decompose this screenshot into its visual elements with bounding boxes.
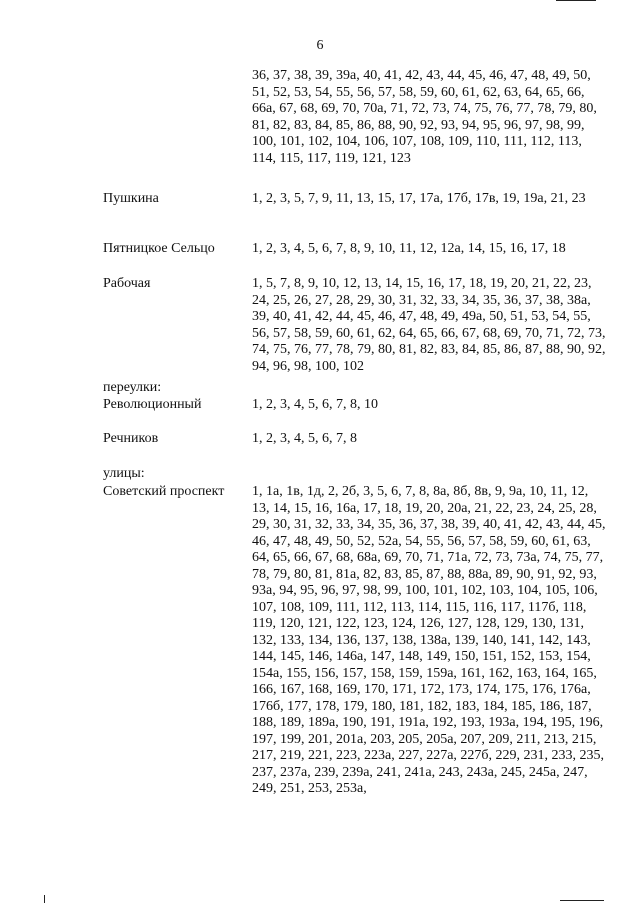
street-name-rechnikov: Речников: [103, 431, 159, 446]
streets-heading: улицы:: [103, 466, 145, 481]
page-number: 6: [316, 38, 324, 53]
continuation-house-numbers: 36, 37, 38, 39, 39а, 40, 41, 42, 43, 44, 45, 46, 47, 48, 49, 50, 51, 52, 53, 54, 55, 56, 57, 58, 59, 60, 61, 62, 63, 64, 65, 66, 66а, 67, 68, 69, 70, 70а, 71, 72, 73, 74, 75, 76, 77, 78, 79, 80, 81, 82, 83, 84, 85, 86, 88, 90, 92, 93, 94, 95, 96, 97, 98, 99, 100, 101, 102, 104, 106, 107, 108, 109, 110, 111, 112, 113, 114, 115, 117, 119, 121, 123: [252, 68, 597, 166]
house-numbers-sovetsky: 1, 1а, 1в, 1д, 2, 2б, 3, 5, 6, 7, 8, 8а, 8б, 8в, 9, 9а, 10, 11, 12, 13, 14, 15, 16, 16а, 17, 18, 19, 20, 20а, 21, 22, 23, 24, 25, 28, 29, 30, 31, 32, 33, 34, 35, 36, 37, 38, 39, 40, 41, 42, 43, 44, 45, 46, 47, 48, 49, 50, 52, 52а, 54, 55, 56, 57, 58, 59, 60, 61, 63, 64, 65, 66, 67, 68, 68а, 69, 70, 71, 71а, 72, 73, 73а, 74, 75, 77, 78, 79, 80, 81, 81а, 82, 83, 85, 87, 88, 88а, 89, 90, 91, 92, 93, 93а, 94, 95, 96, 97, 98, 99, 100, 101, 102, 103, 104, 105, 106, 107, 108, 109, 111, 112, 113, 114, 115, 116, 117, 117б, 118, 119, 120, 121, 122, 123, 124, 126, 127, 128, 129, 130, 131, 132, 133, 134, 136, 137, 138, 138а, 139, 140, 141, 142, 143, 144, 145, 146, 146а, 147, 148, 149, 150, 151, 152, 153, 154, 154а, 155, 156, 157, 158, 159, 159а, 161, 162, 163, 164, 165, 166, 167, 168, 169, 170, 171, 172, 173, 174, 175, 176, 176а, 176б, 177, 178, 179, 180, 181, 182, 183, 184, 185, 186, 187, 188, 189, 189а, 190, 191, 191а, 192, 193, 193а, 194, 195, 196, 197, 199, 201, 201а, 203, 205, 205а, 207, 209, 211, 213, 215, 217, 219, 221, 223, 223а, 227, 227а, 227б, 229, 231, 233, 235, 237, 237а, 239, 239а, 241, 241а, 243, 243а, 245, 245а, 247, 249, 251, 253, 253а,: [252, 484, 606, 796]
house-numbers-rabochaya: 1, 5, 7, 8, 9, 10, 12, 13, 14, 15, 16, 17, 18, 19, 20, 21, 22, 23, 24, 25, 26, 27, 28, 29, 30, 31, 32, 33, 34, 35, 36, 37, 38, 38а, 39, 40, 41, 42, 44, 45, 46, 47, 48, 49, 49а, 50, 51, 53, 54, 55, 56, 57, 58, 59, 60, 61, 62, 64, 65, 66, 67, 68, 69, 70, 71, 72, 73, 74, 75, 76, 77, 78, 79, 80, 81, 82, 83, 84, 85, 86, 87, 88, 90, 92, 94, 96, 98, 100, 102: [252, 276, 606, 374]
street-name-sovetsky: Советский проспект: [103, 484, 225, 499]
scan-mark-bottom-left: [44, 895, 45, 903]
street-name-revolyutsionny: Революционный: [103, 397, 202, 412]
house-numbers-pushkina: 1, 2, 3, 5, 7, 9, 11, 13, 15, 17, 17а, 17б, 17в, 19, 19а, 21, 23: [252, 191, 586, 206]
scan-mark-top-right: [556, 0, 596, 1]
street-name-pyatnitskoe: Пятницкое Сельцо: [103, 241, 215, 256]
street-name-pushkina: Пушкина: [103, 191, 159, 206]
house-numbers-rechnikov: 1, 2, 3, 4, 5, 6, 7, 8: [252, 431, 357, 446]
house-numbers-pyatnitskoe: 1, 2, 3, 4, 5, 6, 7, 8, 9, 10, 11, 12, 12а, 14, 15, 16, 17, 18: [252, 241, 566, 256]
house-numbers-revolyutsionny: 1, 2, 3, 4, 5, 6, 7, 8, 10: [252, 397, 378, 412]
lanes-heading: переулки:: [103, 380, 162, 395]
street-name-rabochaya: Рабочая: [103, 276, 151, 291]
scan-mark-bottom-right: [560, 900, 604, 901]
